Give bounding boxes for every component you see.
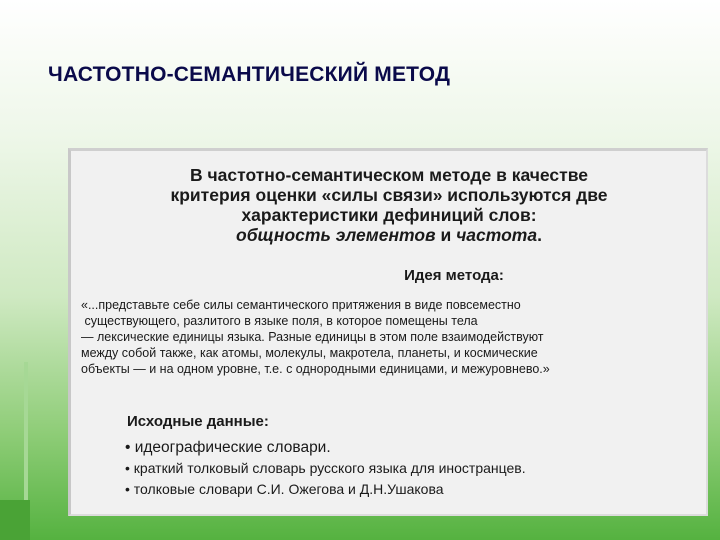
intro-line-emphasis [71, 225, 707, 245]
source-item: • идеографические словари. [125, 439, 331, 456]
quote-line: существующего, разлитого в языке поля, в которое помещены тела [81, 314, 478, 328]
intro-text [71, 165, 707, 245]
idea-heading: Идея метода: [404, 267, 504, 284]
content-panel [68, 148, 708, 516]
decorative-stripe [0, 500, 30, 540]
source-item: • краткий толковый словарь русского языка для иностранцев. [125, 460, 526, 476]
emphasis-commonality: общность элементов [236, 225, 436, 245]
period: . [537, 225, 542, 245]
source-item: • толковые словари С.И. Ожегова и Д.Н.Ушакова [125, 481, 444, 497]
quote-line: объекты — и на одном уровне, т.е. с однородными единицами, и межуровнево.» [81, 362, 550, 376]
quote-block [81, 297, 703, 377]
emphasis-frequency: частота [456, 225, 538, 245]
intro-line: критерия оценки «силы связи» используются две [170, 185, 608, 205]
source-heading: Исходные данные: [127, 413, 269, 430]
source-list [125, 437, 526, 500]
intro-line: характеристики дефиниций слов: [241, 205, 537, 225]
conjunction: и [435, 225, 457, 245]
slide-title: ЧАСТОТНО-СЕМАНТИЧЕСКИЙ МЕТОД [48, 63, 451, 86]
intro-line: В частотно-семантическом методе в качестве [190, 165, 588, 185]
quote-line: «...представьте себе силы семантического притяжения в виде повсеместно [81, 298, 521, 312]
quote-line: между собой также, как атомы, молекулы, макротела, планеты, и космические [81, 346, 538, 360]
quote-line: — лексические единицы языка. Разные единицы в этом поле взаимодействуют [81, 330, 544, 344]
